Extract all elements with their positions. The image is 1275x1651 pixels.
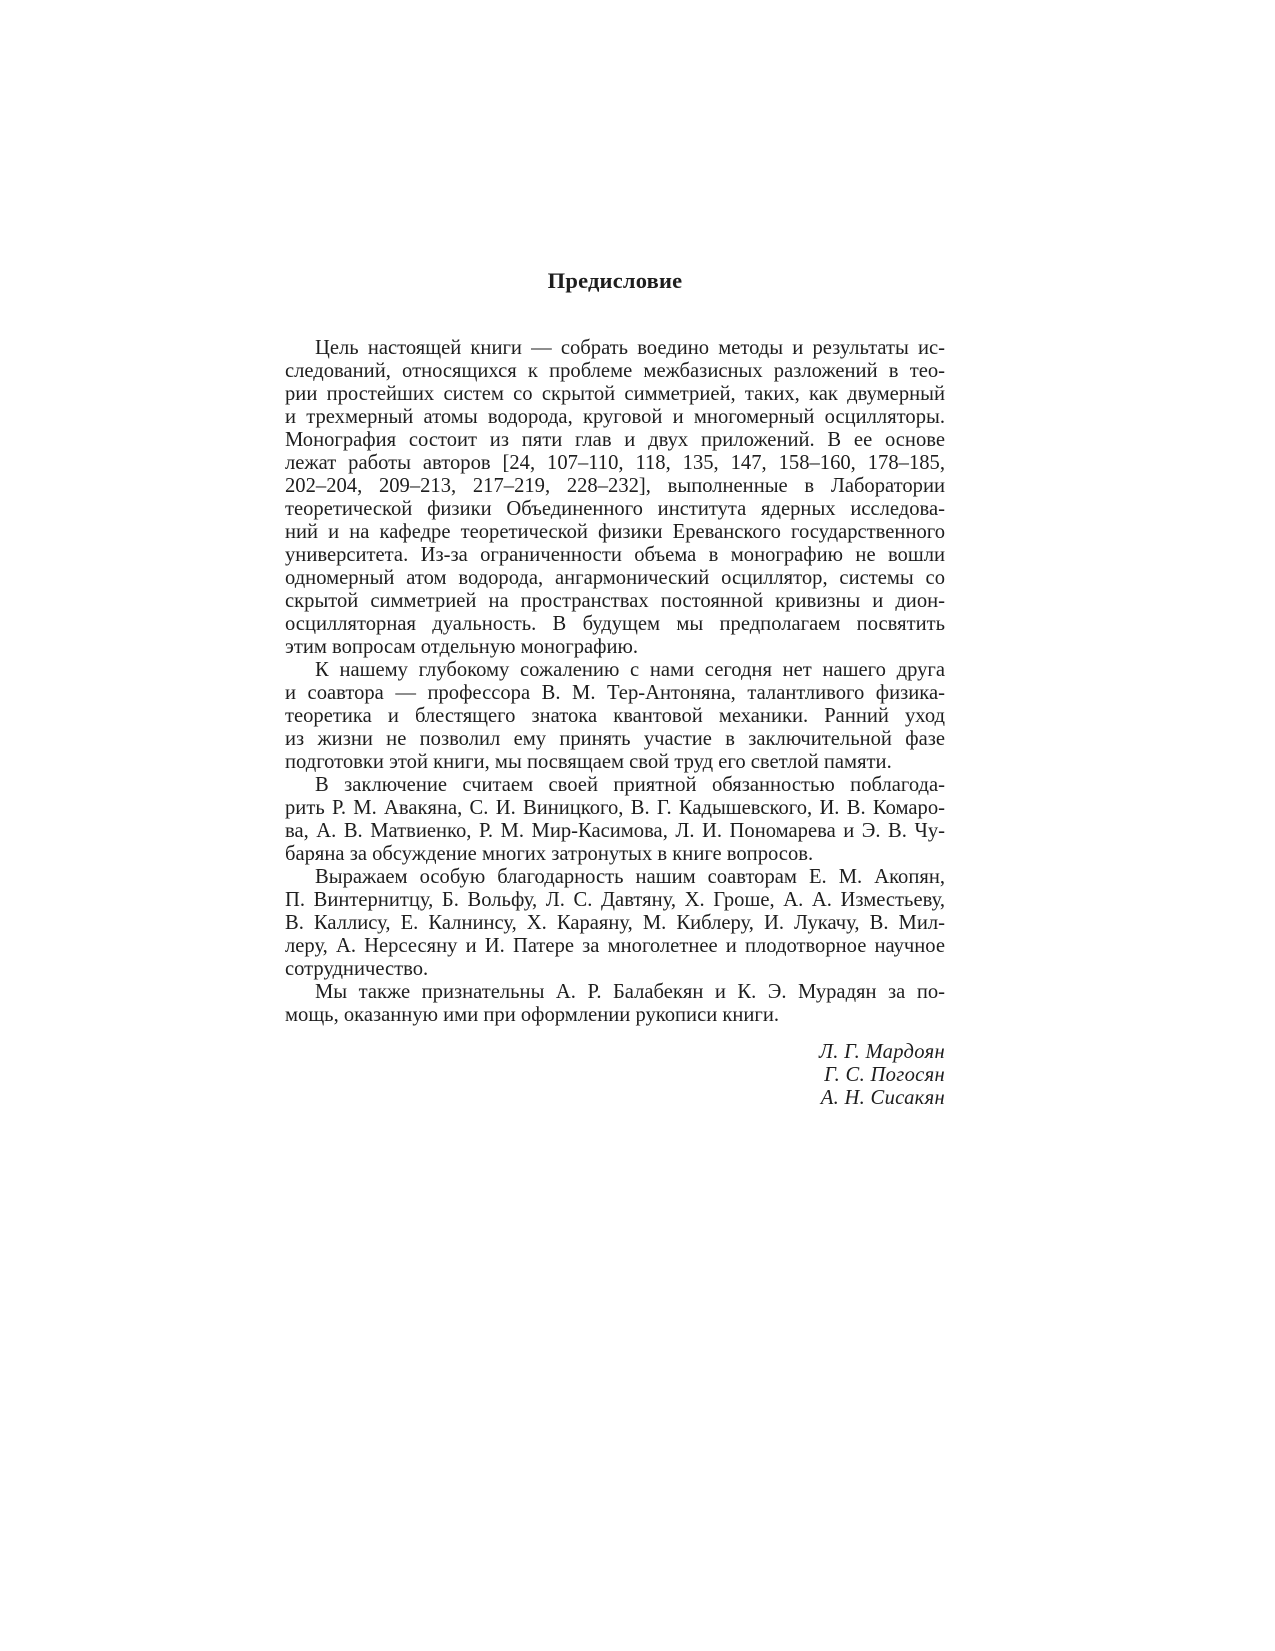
text-line: и трехмерный атомы водорода, круговой и многомерный осцилляторы. (285, 406, 945, 428)
text-line: мощь, оказанную ими при оформлении рукописи книги. (285, 1004, 780, 1026)
paragraph (285, 981, 945, 1027)
text-line: скрытой симметрией на пространствах постоянной кривизны и дион- (285, 590, 945, 612)
signature-block (545, 1041, 945, 1110)
text-line: Мы также признательны А. Р. Балабекян и К. Э. Мурадян за по- (315, 981, 945, 1003)
paragraph (285, 659, 945, 774)
paragraph (285, 774, 945, 866)
text-line: теоретической физики Объединенного института ядерных исследова- (285, 498, 945, 520)
page-title: Предисловие (547, 268, 683, 293)
paragraph (285, 866, 945, 981)
text-line: леру, А. Нерсесяну и И. Патере за многолетнее и плодотворное научное (285, 935, 945, 957)
text-line: университета. Из-за ограниченности объема в монографию не вошли (285, 544, 945, 566)
preface-body (285, 337, 945, 1027)
author-signature: Л. Г. Мардоян (818, 1041, 945, 1063)
text-line: рить Р. М. Авакяна, С. И. Виницкого, В. Г. Кадышевского, И. В. Комаро- (285, 797, 945, 819)
text-line: этим вопросам отдельную монографию. (285, 636, 639, 658)
text-line: одномерный атом водорода, ангармонический осциллятор, системы со (285, 567, 945, 589)
text-line: 202–204, 209–213, 217–219, 228–232], выполненные в Лаборатории (285, 475, 945, 497)
text-line: ва, А. В. Матвиенко, Р. М. Мир-Касимова, Л. И. Пономарева и Э. В. Чу- (285, 820, 945, 842)
text-line: подготовки этой книги, мы посвящаем свой труд его светлой памяти. (285, 751, 892, 773)
text-line: Монография состоит из пяти глав и двух приложений. В ее основе (285, 429, 945, 451)
author-signature: Г. С. Погосян (824, 1064, 945, 1086)
text-line: и соавтора — профессора В. М. Тер-Антоняна, талантливого физика- (285, 682, 945, 704)
text-line: Выражаем особую благодарность нашим соавторам Е. М. Акопян, (315, 866, 945, 888)
text-line: Цель настоящей книги — собрать воедино методы и результаты ис- (315, 337, 945, 359)
text-line: В заключение считаем своей приятной обязанностью поблагода- (315, 774, 945, 796)
paragraph (285, 337, 945, 659)
text-line: В. Каллису, Е. Калнинсу, Х. Караяну, М. Киблеру, И. Лукачу, В. Мил- (285, 912, 945, 934)
text-line: сотрудничество. (285, 958, 429, 980)
text-line: ний и на кафедре теоретической физики Ереванского государственного (285, 521, 945, 543)
text-line: баряна за обсуждение многих затронутых в книге вопросов. (285, 843, 814, 865)
author-signature: А. Н. Сисакян (820, 1087, 945, 1109)
text-line: следований, относящихся к проблеме межбазисных разложений в тео- (285, 360, 945, 382)
text-line: осцилляторная дуальность. В будущем мы предполагаем посвятить (285, 613, 945, 635)
text-line: П. Винтернитцу, Б. Вольфу, Л. С. Давтяну, Х. Гроше, А. А. Изместьеву, (285, 889, 945, 911)
text-line: К нашему глубокому сожалению с нами сегодня нет нашего друга (315, 659, 945, 681)
text-line: рии простейших систем со скрытой симметрией, таких, как двумерный (285, 383, 945, 405)
text-line: из жизни не позволил ему принять участие в заключительной фазе (285, 728, 945, 750)
text-line: теоретика и блестящего знатока квантовой механики. Ранний уход (285, 705, 945, 727)
text-line: лежат работы авторов [24, 107–110, 118, 135, 147, 158–160, 178–185, (285, 452, 945, 474)
